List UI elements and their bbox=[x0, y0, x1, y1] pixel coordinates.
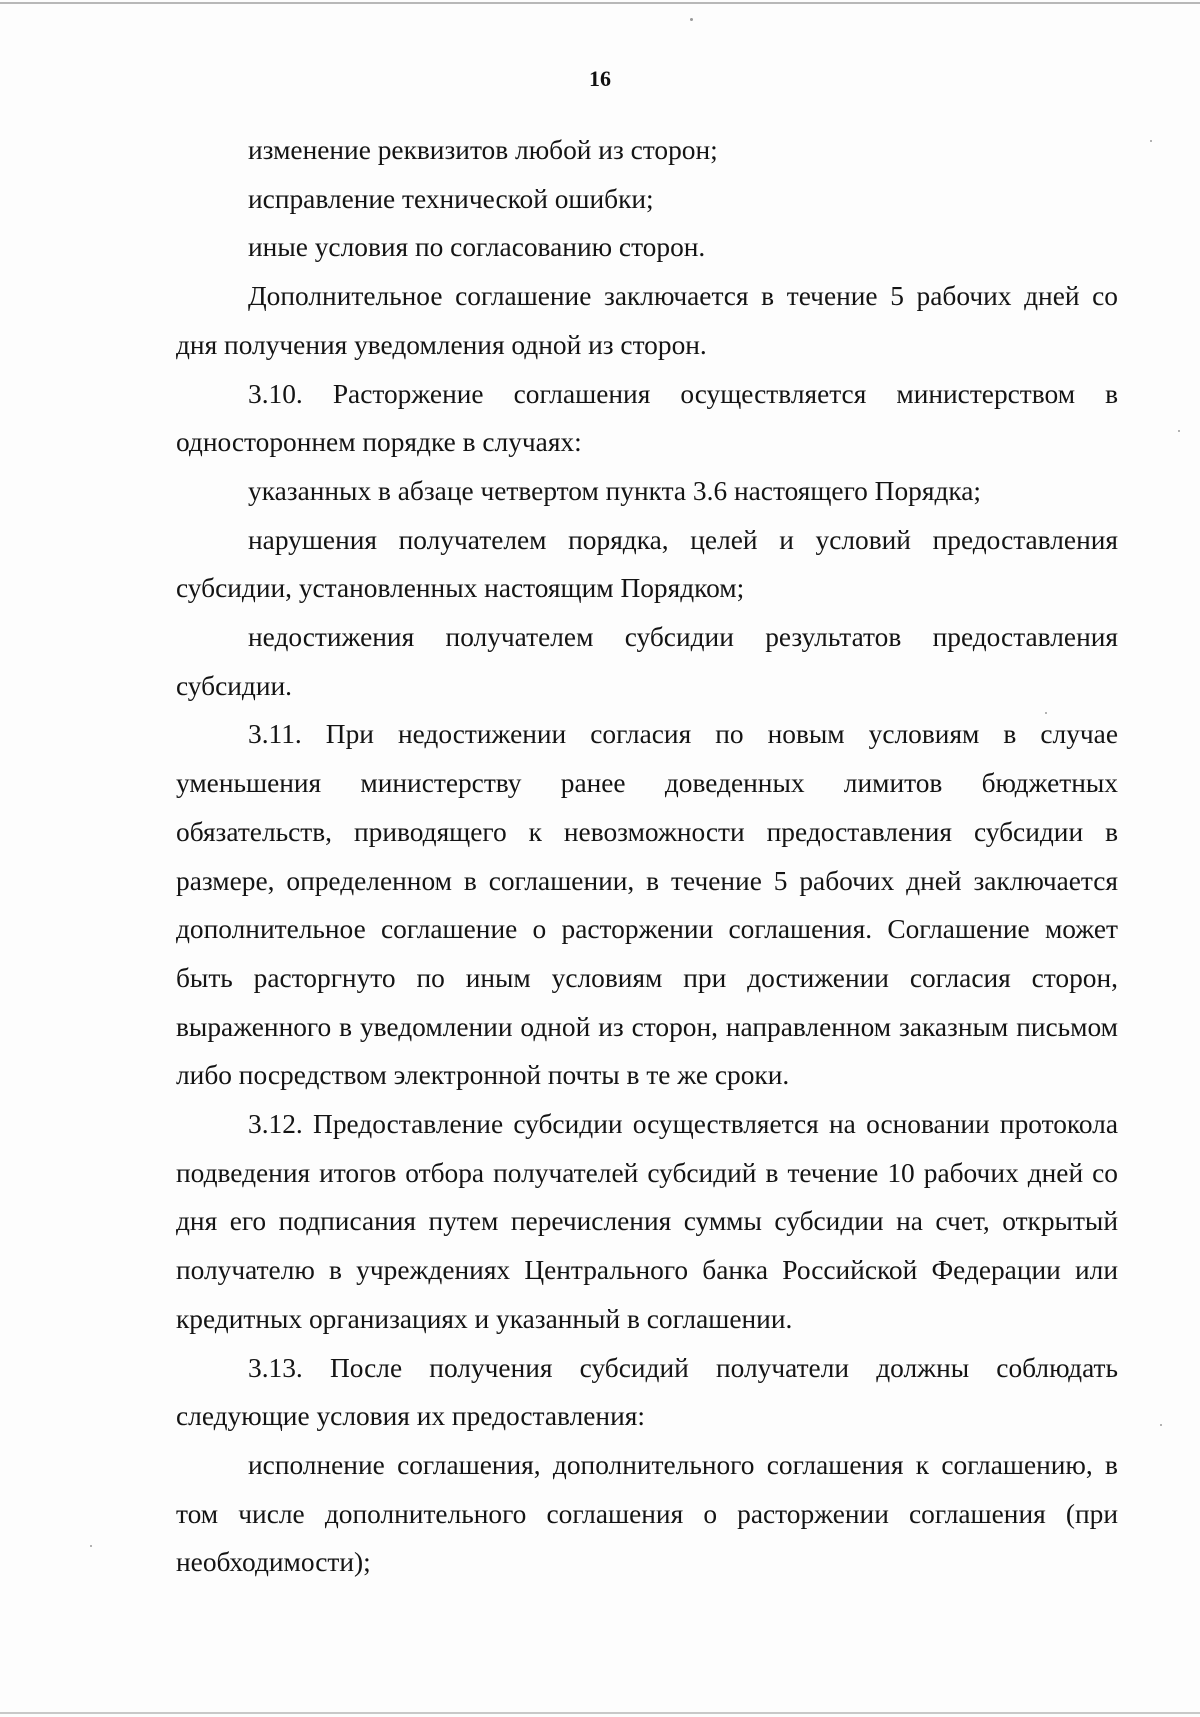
document-body bbox=[176, 126, 1118, 1587]
paragraph: исполнение соглашения, дополнительного соглашения к соглашению, в том числе дополнительного соглашения о расторжении соглашения (при необходимости); bbox=[176, 1449, 1118, 1578]
scan-speck bbox=[1178, 430, 1180, 432]
page-number: 16 bbox=[589, 66, 611, 91]
paragraph: 3.13. После получения субсидий получатели должны соблюдать следующие условия их предоставления: bbox=[176, 1352, 1118, 1432]
paragraph: изменение реквизитов любой из сторон; bbox=[248, 135, 718, 165]
paragraph: недостижения получателем субсидии результатов предоставления субсидии. bbox=[176, 622, 1118, 701]
scan-speck bbox=[690, 18, 693, 21]
scan-speck bbox=[1150, 140, 1152, 142]
paragraph: иные условия по согласованию сторон. bbox=[248, 232, 706, 263]
scan-top-edge bbox=[0, 2, 1200, 4]
paragraph: нарушения получателем порядка, целей и условий предоставления субсидии, установленных настоящим Порядком; bbox=[176, 524, 1118, 604]
paragraph: указанных в абзаце четвертом пункта 3.6 настоящего Порядка; bbox=[248, 475, 982, 506]
paragraph: 3.12. Предоставление субсидии осуществляется на основании протокола подведения итогов отбора получателей субсидий в течение 10 рабочих дней со дня его подписания путем перечисления суммы субсидии на счет, открытый получателю в учреждениях Центрального банка Российской Федерации или кредитных организациях и указанный в соглашении. bbox=[176, 1109, 1118, 1334]
paragraph: 3.11. При недостижении согласия по новым условиям в случае уменьшения министерству ранее доведенных лимитов бюджетных обязательств, приводящего к невозможности предоставления субсидии в размере, определенном в соглашении, в течение 5 рабочих дней заключается дополнительное соглашение о расторжении соглашения. Соглашение может быть расторгнуто по иным условиям при достижении согласия сторон, выраженного в уведомлении одной из сторон, направленном заказным письмом либо посредством электронной почты в те же сроки. bbox=[176, 719, 1118, 1091]
scan-speck bbox=[1160, 1424, 1162, 1426]
paragraph: Дополнительное соглашение заключается в течение 5 рабочих дней со дня получения уведомления одной из сторон. bbox=[176, 281, 1118, 360]
paragraph: 3.10. Расторжение соглашения осуществляется министерством в одностороннем порядке в случаях: bbox=[176, 378, 1118, 458]
paragraph: исправление технической ошибки; bbox=[248, 183, 654, 214]
scan-bottom-edge bbox=[0, 1712, 1200, 1714]
scan-speck bbox=[1045, 712, 1047, 714]
scan-speck bbox=[90, 1545, 92, 1547]
